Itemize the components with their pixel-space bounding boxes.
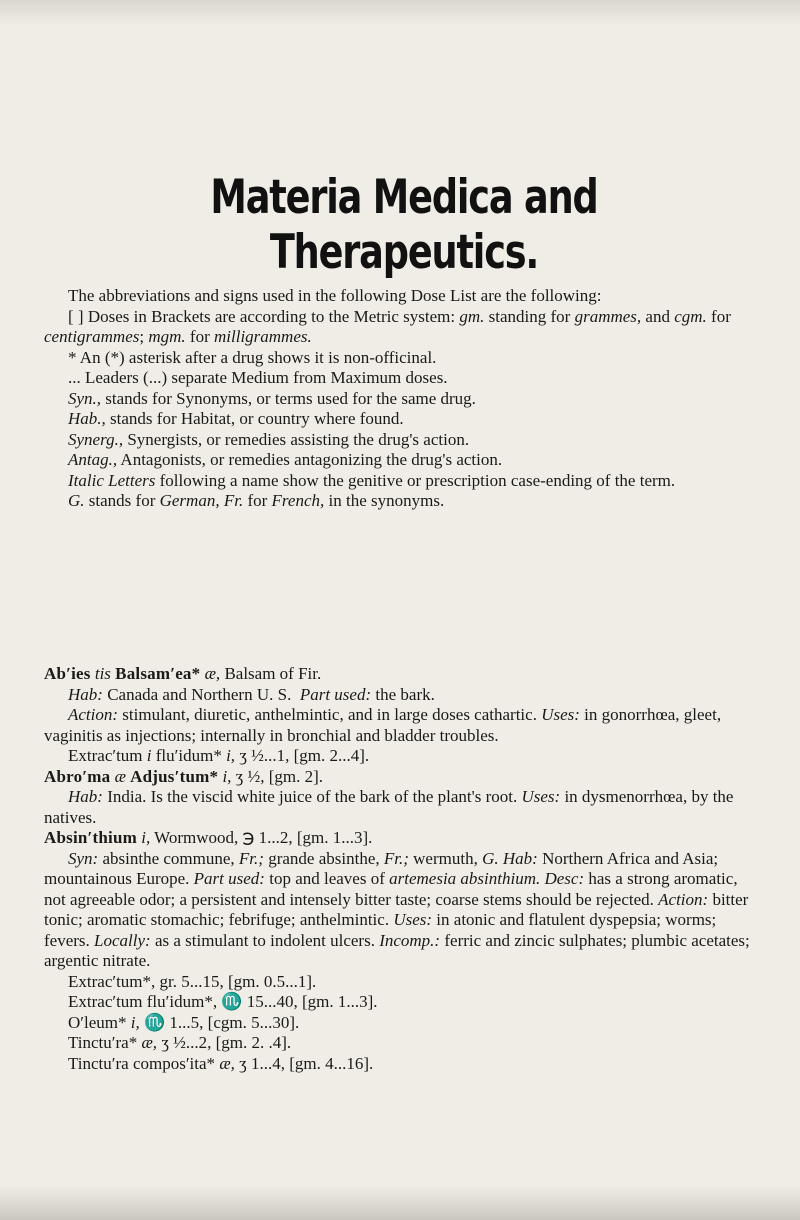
antag-abbr: Antag., xyxy=(68,450,118,469)
absinthium-metric-dose: [gm. 1...3]. xyxy=(296,828,373,847)
absinthium-fr-label: Fr.; xyxy=(238,848,264,868)
absinthium-prep-2 xyxy=(44,992,762,1013)
intro-synerg xyxy=(44,430,762,451)
prep-metric-dose: [gm. 4...16]. xyxy=(289,1053,374,1073)
absinthium-fr-label-2: Fr.; xyxy=(383,848,409,868)
brackets-standing: standing for xyxy=(488,306,571,326)
absinthium-g-label: G. xyxy=(482,848,499,868)
centigrammes-term: centigrammes xyxy=(44,327,140,346)
intro-brackets xyxy=(44,307,762,348)
intro-syn xyxy=(44,389,762,410)
dose-list xyxy=(44,664,762,1074)
abies-part-label: Part used: xyxy=(299,684,372,704)
absinthium-syn-c: wermuth, xyxy=(413,848,478,868)
brackets-text: Doses in Brackets are according to the Metric system: xyxy=(87,306,456,326)
abies-action-label: Action: xyxy=(68,705,119,724)
absinthium-uses-label: Uses: xyxy=(393,910,433,929)
italic-text: following a name show the genitive or prescription case-ending of the term. xyxy=(159,470,676,490)
syn-text: stands for Synonyms, or terms used for the same drug. xyxy=(105,388,476,408)
absinthium-prep-1 xyxy=(44,972,762,993)
entry-absinthium xyxy=(44,828,762,1074)
prep-metric-dose: [cgm. 5...30]. xyxy=(207,1012,300,1032)
abies-metric-dose: [gm. 2...4]. xyxy=(293,746,370,765)
g-text-a: stands for xyxy=(88,491,156,510)
prep-metric-dose: [gm. 0.5...1]. xyxy=(228,971,317,991)
absinthium-desc: has a strong aromatic, not agreeable odor; a persistent and intensely bitter taste; coarse stems should be rejected. xyxy=(44,869,738,909)
absinthium-incomp-label: Incomp.: xyxy=(379,930,441,950)
german-term: German, xyxy=(159,491,220,510)
hab-abbr: Hab., xyxy=(68,409,106,428)
prep-name: O′leum* xyxy=(68,1012,127,1032)
entry-abroma xyxy=(44,767,762,829)
abroma-headword-2: Adjus′tum* xyxy=(130,766,219,786)
hab-text: stands for Habitat, or country where found. xyxy=(110,409,404,428)
page-top-shadow xyxy=(0,0,800,26)
prep-name: Extrac′tum flu′idum*, xyxy=(68,992,218,1011)
page-title: Materia Medica and Therapeutics. xyxy=(210,170,598,280)
g-text-b: for xyxy=(247,491,268,510)
abies-prep-gen-2: i, xyxy=(226,746,236,765)
abies-uses-text: in gonorrhœa, gleet, vaginitis as injections; internally in bronchial and bladder troubles. xyxy=(44,705,722,745)
abroma-hab-label: Hab: xyxy=(68,787,103,806)
abroma-hab: India. Is the viscid white juice of the bark of the plant's root. xyxy=(107,787,518,806)
absinthium-part: top and leaves of xyxy=(269,869,385,888)
abies-headword: Ab′ies xyxy=(44,664,91,683)
entry-abies xyxy=(44,664,762,767)
absinthium-common-name: Wormwood, xyxy=(154,828,239,847)
gm-abbr: gm. xyxy=(459,306,485,326)
abies-preparation xyxy=(44,746,762,767)
absinthium-hab: Northern Africa and Asia; mountainous Europe. xyxy=(44,848,719,888)
absinthium-headword: Absin′thium xyxy=(44,828,137,847)
absinthium-prep-4 xyxy=(44,1033,762,1054)
intro-leaders: ... Leaders (...) separate Medium from Maximum doses. xyxy=(68,368,448,387)
prep-dose: gr. 5...15, xyxy=(159,971,224,991)
absinthium-uses: in atonic and flatulent dyspepsia; worms; fevers. xyxy=(44,910,717,950)
absinthium-prep-3 xyxy=(44,1013,762,1034)
abies-prep-gen: i xyxy=(146,746,152,765)
absinthium-syn-label: Syn: xyxy=(68,848,99,868)
brackets-for: for xyxy=(711,306,731,326)
french-term: French, xyxy=(271,491,325,510)
prep-dose: ♏ 15...40, xyxy=(221,992,298,1011)
abies-common-name: Balsam of Fir. xyxy=(224,664,322,683)
absinthium-species: artemesia absinthium. xyxy=(389,869,541,888)
abies-action-text: stimulant, diuretic, anthelmintic, and in large doses cathartic. xyxy=(122,705,537,724)
entry-abies-heading xyxy=(44,664,762,685)
abies-action xyxy=(44,705,762,746)
prep-genitive: æ, xyxy=(141,1033,158,1052)
g-abbr: G. xyxy=(68,491,85,510)
abies-headword-2: Balsam′ea* xyxy=(115,664,201,683)
abroma-uses-label: Uses: xyxy=(521,787,561,806)
milligrammes-term: milligrammes. xyxy=(214,327,312,346)
absinthium-desc-label: Desc: xyxy=(544,869,585,888)
entry-absinthium-heading xyxy=(44,828,762,849)
abroma-dose: ʒ ½, xyxy=(235,766,265,786)
brackets-mark: [ ] xyxy=(68,306,84,326)
prep-genitive: æ, xyxy=(219,1053,235,1073)
prep-genitive: i, xyxy=(130,1012,140,1032)
absinthium-locally-label: Locally: xyxy=(94,930,151,950)
absinthium-hab-label: Hab: xyxy=(502,848,538,868)
absinthium-incomp: ferric and zincic sulphates; plumbic acetates; argentic nitrate. xyxy=(44,930,750,970)
absinthium-syn-a: absinthe commune, xyxy=(102,848,235,868)
absinthium-prep-5 xyxy=(44,1054,762,1075)
absinthium-action: bitter tonic; aromatic stomachic; febrifuge; anthelmintic. xyxy=(44,889,749,929)
intro-asterisk: * An (*) asterisk after a drug shows it is non-officinal. xyxy=(68,347,437,367)
abies-genitive-2: æ, xyxy=(204,664,221,683)
abies-hab-label: Hab: xyxy=(68,684,103,704)
brackets-and: and xyxy=(645,306,670,326)
synerg-abbr: Synerg., xyxy=(68,429,124,449)
grammes-term: grammes, xyxy=(574,306,642,326)
prep-metric-dose: [gm. 2. .4]. xyxy=(215,1033,292,1052)
prep-name: Tinctu′ra compos′ita* xyxy=(68,1053,216,1073)
abies-prep-name-2: flu′idum* xyxy=(155,746,222,765)
abies-part: the bark. xyxy=(375,684,435,704)
synerg-text: Synergists, or remedies assisting the drug's action. xyxy=(127,429,470,449)
abies-habitat xyxy=(44,685,762,706)
abroma-genitive-2: i, xyxy=(222,766,232,786)
intro-hab xyxy=(44,409,762,430)
syn-abbr: Syn., xyxy=(68,388,102,408)
abroma-headword: Abro′ma xyxy=(44,766,111,786)
absinthium-genitive: i, xyxy=(141,828,151,847)
fr-abbr: Fr. xyxy=(223,491,244,510)
abroma-habitat xyxy=(44,787,762,828)
absinthium-dose: ℈ 1...2, xyxy=(242,828,293,847)
abies-uses-label: Uses: xyxy=(541,705,580,724)
prep-name: Extrac′tum*, xyxy=(68,971,156,991)
prep-dose: ʒ 1...4, xyxy=(239,1053,285,1073)
brackets-for-2: for xyxy=(189,327,210,346)
abbreviations-intro xyxy=(44,286,762,512)
abroma-uses-text: in dysmenorrhœa, by the natives. xyxy=(44,787,734,827)
intro-antag xyxy=(44,450,762,471)
abies-hab: Canada and Northern U. S. xyxy=(107,684,292,704)
absinthium-part-label: Part used: xyxy=(193,869,265,888)
prep-dose: ʒ ½...2, xyxy=(161,1033,212,1052)
mgm-abbr: mgm. xyxy=(148,327,186,346)
intro-language xyxy=(44,491,762,512)
abies-genitive: tis xyxy=(94,664,111,683)
abroma-genitive: æ xyxy=(114,766,126,786)
prep-name: Tinctu′ra* xyxy=(68,1033,138,1052)
absinthium-syn-b: grande absinthe, xyxy=(268,848,380,868)
g-text-c: in the synonyms. xyxy=(328,491,445,510)
entry-abroma-heading xyxy=(44,767,762,788)
intro-lead: The abbreviations and signs used in the following Dose List are the following: xyxy=(68,286,602,305)
abies-dose: ʒ ½...1, xyxy=(239,746,290,765)
cgm-abbr: cgm. xyxy=(674,306,707,326)
absinthium-action-label: Action: xyxy=(658,889,709,909)
abies-prep-name: Extrac′tum xyxy=(68,746,143,765)
italic-abbr: Italic Letters xyxy=(68,470,156,490)
prep-dose: ♏ 1...5, xyxy=(143,1012,204,1032)
abroma-metric-dose: [gm. 2]. xyxy=(268,766,324,786)
prep-metric-dose: [gm. 1...3]. xyxy=(302,992,378,1011)
absinthium-details xyxy=(44,849,762,972)
antag-text: Antagonists, or remedies antagonizing the drug's action. xyxy=(120,450,503,469)
absinthium-locally: as a stimulant to indolent ulcers. xyxy=(154,930,375,950)
page-bottom-shadow xyxy=(0,1186,800,1220)
brackets-semicolon: ; xyxy=(139,327,145,346)
intro-italic xyxy=(44,471,762,492)
